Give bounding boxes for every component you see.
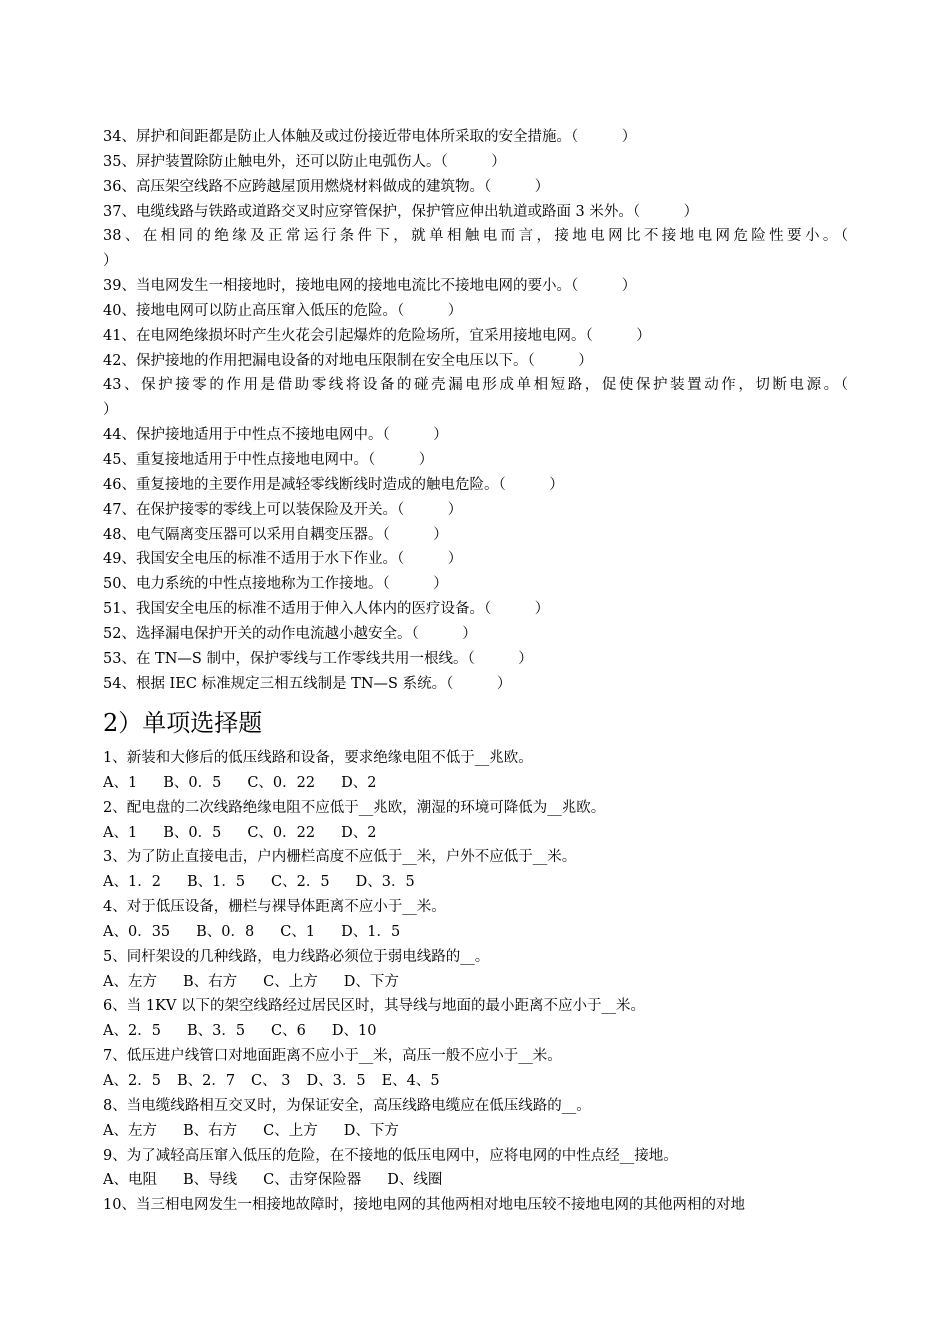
option: E、4、5	[381, 1072, 440, 1089]
option: A、1	[103, 824, 138, 841]
option: B、0．8	[196, 923, 255, 940]
question-line: 53、在 TN—S 制中，保护零线与工作零线共用一根线。（ ）	[103, 650, 533, 667]
question-line: ）	[103, 402, 118, 419]
question-line: ）	[103, 253, 118, 270]
options-row	[103, 1069, 848, 1094]
question-text: 4、对于低压设备，栅栏与裸导体距离不应小于__米。	[103, 899, 446, 916]
question-line: 40、接地电网可以防止高压窜入低压的危险。（ ）	[103, 302, 463, 319]
option: A、左方	[103, 1122, 157, 1139]
option: A、左方	[103, 973, 157, 990]
question-text: 7、低压进户线管口对地面距离不应小于__米，高压一般不应小于__米。	[103, 1048, 562, 1065]
option: B、0．5	[163, 824, 222, 841]
option: D、线圈	[387, 1172, 443, 1189]
option: B、0．5	[163, 774, 222, 791]
option: C、1	[280, 923, 316, 940]
question-line: 35、屏护装置除防止触电外，还可以防止电弧伤人。（ ）	[103, 153, 506, 170]
option: B、2．7	[176, 1072, 236, 1089]
question-line: 45、重复接地适用于中性点接地电网中。（ ）	[103, 451, 434, 468]
option: A、电阻	[103, 1172, 157, 1189]
question-line: 34、屏护和间距都是防止人体触及或过份接近带电体所采取的安全措施。（ ）	[103, 129, 637, 145]
question-text: 8、当电缆线路相互交叉时，为保证安全，高压线路电缆应在低压线路的__。	[103, 1097, 591, 1114]
option: B、右方	[182, 1122, 238, 1139]
question-text: 9、为了减轻高压窜入低压的危险，在不接地的低压电网中，应将电网的中性点经__接地。	[103, 1147, 678, 1164]
question-line: 44、保护接地适用于中性点不接地电网中。（ ）	[103, 427, 448, 444]
option: D、下方	[343, 1122, 399, 1139]
options-row	[103, 870, 848, 895]
option: B、导线	[182, 1172, 238, 1189]
question-line: 42、保护接地的作用把漏电设备的对地电压限制在安全电压以下。（ ）	[103, 352, 593, 369]
question-text: 2、配电盘的二次线路绝缘电阻不应低于__兆欧，潮湿的环境可降低为__兆欧。	[103, 799, 606, 816]
question-line: 52、选择漏电保护开关的动作电流越小越安全。（ ）	[103, 625, 477, 642]
option: A、1．2	[103, 874, 161, 891]
question-line: 50、电力系统的中性点接地称为工作接地。（ ）	[103, 576, 448, 593]
question-text: 1、新装和大修后的低压线路和设备，要求绝缘电阻不低于__兆欧。	[103, 750, 533, 766]
section-heading: 2）单项选择题	[103, 709, 263, 737]
option: C、0．22	[247, 824, 316, 841]
question-line: 41、在电网绝缘损坏时产生火花会引起爆炸的危险场所，宜采用接地电网。（ ）	[103, 327, 651, 344]
options-row	[103, 1119, 848, 1144]
question-line: 46、重复接地的主要作用是减轻零线断线时造成的触电危险。（ ）	[103, 476, 564, 493]
option: B、1．5	[186, 874, 246, 891]
question-line: 37、电缆线路与铁路或道路交叉时应穿管保护，保护管应伸出轨道或路面 3 米外。（ ）	[103, 203, 699, 220]
question-text: 10、当三相电网发生一相接地故障时，接地电网的其他两相对地电压较不接地电网的其他两相的对地	[103, 1197, 745, 1214]
option: A、2．5	[103, 1023, 161, 1040]
option: C、2．5	[271, 874, 330, 891]
question-line: 38、在相同的绝缘及正常运行条件下，就单相触电而言，接地电网比不接地电网危险性要小。（	[103, 228, 848, 245]
question-text: 6、当 1KV 以下的架空线路经过居民区时，其导线与地面的最小距离不应小于__米。	[103, 998, 645, 1015]
question-line: 47、在保护接零的零线上可以装保险及开关。（ ）	[103, 501, 463, 518]
option: D、2	[341, 774, 377, 791]
options-row	[103, 771, 848, 796]
option: D、10	[331, 1023, 377, 1040]
option: B、右方	[182, 973, 238, 990]
option: D、3．5	[355, 874, 415, 891]
question-line: 54、根据 IEC 标准规定三相五线制是 TN—S 系统。（ ）	[103, 675, 512, 692]
question-text: 5、同杆架设的几种线路，电力线路必须位于弱电线路的__。	[103, 948, 490, 965]
question-line: 48、电气隔离变压器可以采用自耦变压器。（ ）	[103, 526, 448, 543]
option: A、0．35	[103, 923, 171, 940]
question-text: 3、为了防止直接电击，户内栅栏高度不应低于__米，户外不应低于__米。	[103, 849, 577, 866]
question-line: 36、高压架空线路不应跨越屋顶用燃烧材料做成的建筑物。（ ）	[103, 178, 550, 195]
option: A、2．5	[103, 1072, 161, 1089]
option: C、上方	[263, 973, 318, 990]
option: C、0．22	[247, 774, 316, 791]
question-line: 39、当电网发生一相接地时，接地电网的接地电流比不接地电网的要小。（ ）	[103, 278, 637, 295]
options-row	[103, 970, 848, 995]
option: D、3．5	[306, 1072, 366, 1089]
options-row	[103, 821, 848, 846]
question-line: 49、我国安全电压的标准不适用于水下作业。（ ）	[103, 551, 463, 568]
true-false-question-list	[103, 125, 848, 696]
option: B、3．5	[186, 1023, 246, 1040]
option: D、2	[341, 824, 377, 841]
question-line: 51、我国安全电压的标准不适用于伸入人体内的医疗设备。（ ）	[103, 601, 550, 618]
option: A、1	[103, 774, 138, 791]
question-line: 43、保护接零的作用是借助零线将设备的碰壳漏电形成单相短路，促使保护装置动作，切断电源。（	[103, 377, 848, 394]
option: D、1．5	[341, 923, 401, 940]
multiple-choice-question-list	[103, 746, 848, 1218]
option: D、下方	[343, 973, 399, 990]
option: C、6	[271, 1023, 306, 1040]
options-row	[103, 1019, 848, 1044]
option: C、上方	[263, 1122, 318, 1139]
options-row	[103, 1168, 848, 1193]
options-row	[103, 920, 848, 945]
option: C、击穿保险器	[263, 1172, 362, 1189]
option: C、 3	[251, 1072, 291, 1089]
